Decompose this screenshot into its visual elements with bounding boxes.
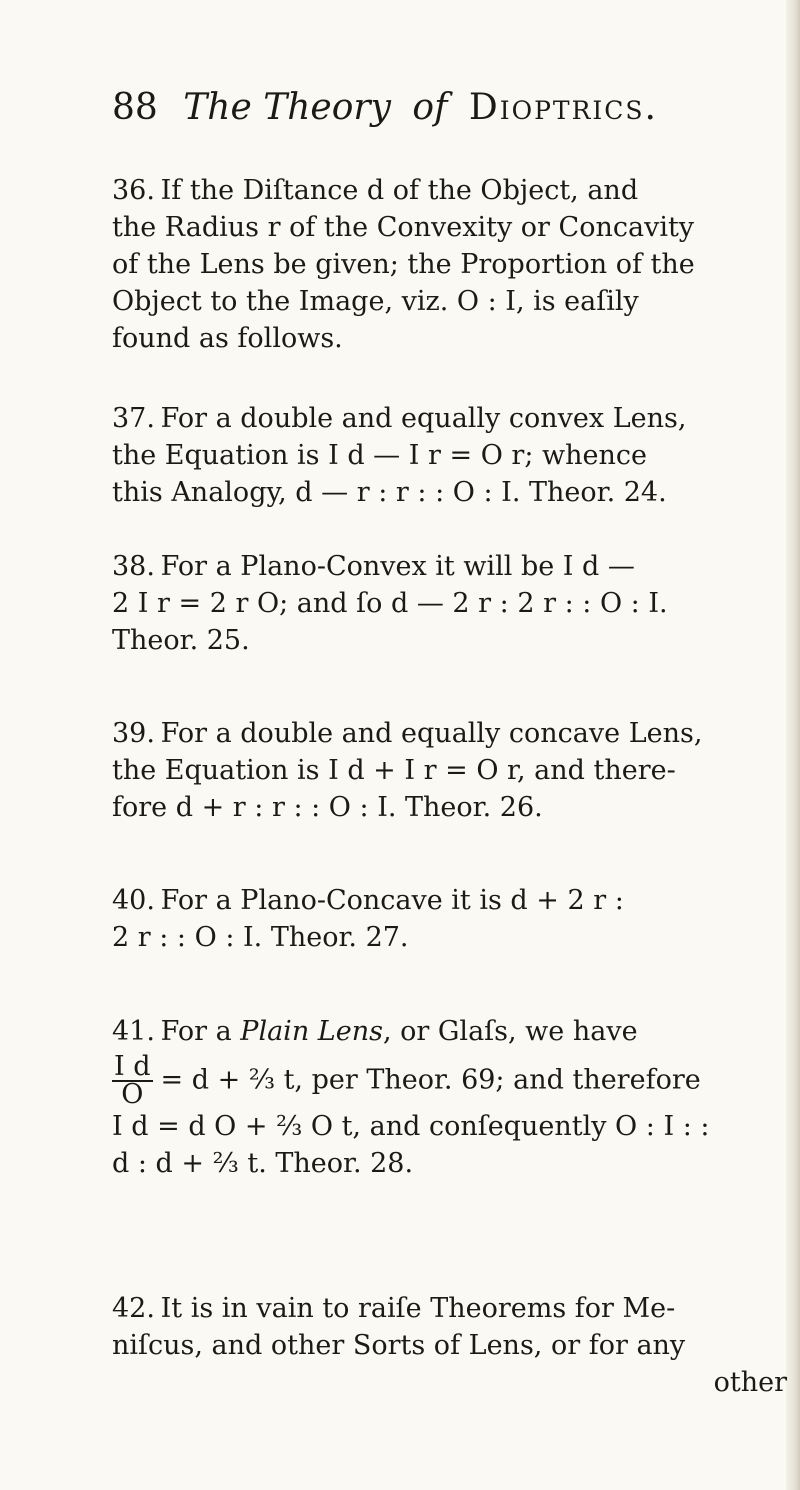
p37-text-1: For a double and equally convex Lens, <box>160 403 687 434</box>
p36-line-5: found as follows. <box>112 323 343 354</box>
paragraph-39 <box>112 715 787 826</box>
p39-line-1 <box>112 715 787 752</box>
paragraph-41 <box>112 1013 787 1182</box>
p42-line-1 <box>112 1290 787 1327</box>
p42-number: 42. <box>112 1293 155 1324</box>
p37-line-1 <box>112 400 787 437</box>
p41-text-1a: For a <box>160 1016 241 1047</box>
header-running-head: Dioptrics. <box>468 87 658 128</box>
p37-number: 37. <box>112 403 155 434</box>
p41-fraction-numerator: I d <box>114 1051 151 1082</box>
p41-text-1b: Plain Lens <box>240 1016 383 1047</box>
p41-line-3: I d = d O + ⅔ O t, and conſequently O : I : : <box>112 1111 710 1142</box>
p36-line-3: of the Lens be given; the Proportion of the <box>112 249 695 280</box>
p36-text-1: If the Diſtance d of the Object, and <box>160 175 639 206</box>
p41-number: 41. <box>112 1016 155 1047</box>
p36-line-2: the Radius r of the Convexity or Concavity <box>112 212 695 243</box>
paragraph-37 <box>112 400 787 511</box>
p38-line-1 <box>112 548 787 585</box>
header-of: of <box>412 87 448 128</box>
p37-line-3: this Analogy, d — r : r : : O : I. Theor. 24. <box>112 477 667 508</box>
p42-line-2: niſcus, and other Sorts of Lens, or for any <box>112 1330 686 1361</box>
p41-fraction-denominator: O <box>121 1079 144 1110</box>
p40-text-1: For a Plano-Concave it is d + 2 r : <box>160 885 624 916</box>
p38-line-3: Theor. 25. <box>112 625 250 656</box>
header-title: The Theory <box>183 87 391 128</box>
p38-text-1: For a Plano-Convex it will be I d — <box>160 551 635 582</box>
page-number: 88 <box>112 87 158 128</box>
paragraph-38 <box>112 548 787 659</box>
page-edge <box>786 0 800 1490</box>
p42-text-1: It is in vain to raiſe Theorems for Me- <box>160 1293 676 1324</box>
p37-line-2: the Equation is I d — I r = O r; whence <box>112 440 647 471</box>
p39-line-2: the Equation is I d + I r = O r, and there- <box>112 755 676 786</box>
p36-line-4: Object to the Image, viz. O : I, is eaſily <box>112 286 639 317</box>
p41-text-2: = d + ⅔ t, per Theor. 69; and therefore <box>160 1064 701 1096</box>
p38-number: 38. <box>112 551 155 582</box>
p40-line-1 <box>112 882 787 919</box>
p39-text-1: For a double and equally concave Lens, <box>160 718 703 749</box>
p41-text-1c: , or Glaſs, we have <box>382 1016 638 1047</box>
p41-line-1 <box>112 1013 787 1050</box>
paragraph-36 <box>112 172 787 357</box>
p41-line-4: d : d + ⅔ t. Theor. 28. <box>112 1148 414 1179</box>
running-header <box>112 84 672 132</box>
p41-fraction <box>112 1051 153 1110</box>
catchword: other <box>713 1367 787 1398</box>
p40-number: 40. <box>112 885 155 916</box>
p36-line-1 <box>112 172 787 209</box>
paragraph-42 <box>112 1290 787 1401</box>
p39-line-3: fore d + r : r : : O : I. Theor. 26. <box>112 792 543 823</box>
p39-number: 39. <box>112 718 155 749</box>
paragraph-40 <box>112 882 787 956</box>
p38-line-2: 2 I r = 2 r O; and ſo d — 2 r : 2 r : : O : I. <box>112 588 668 619</box>
p36-number: 36. <box>112 175 155 206</box>
p40-line-2: 2 r : : O : I. Theor. 27. <box>112 922 409 953</box>
p41-line-2 <box>112 1051 787 1110</box>
